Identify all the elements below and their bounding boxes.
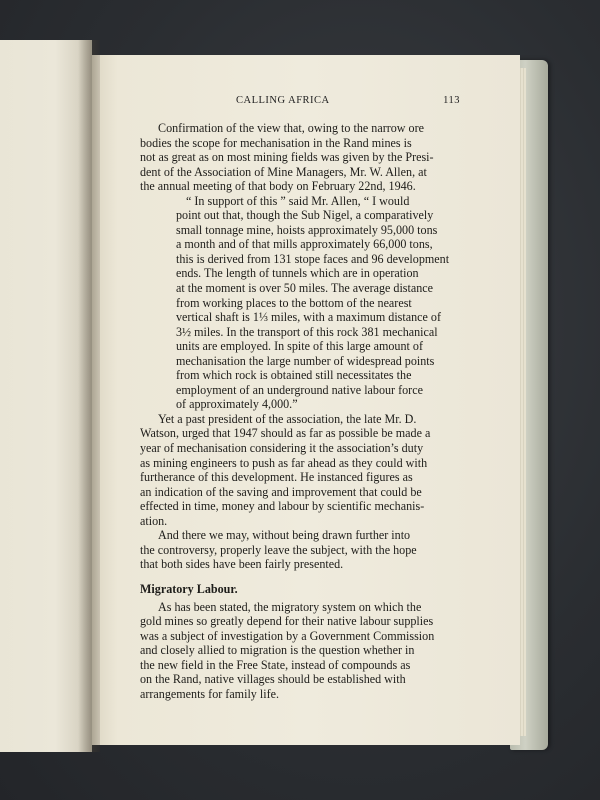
text-line: 3½ miles. In the transport of this rock 381 mechanical — [176, 324, 438, 339]
text-line: Watson, urged that 1947 should as far as possible be made a — [140, 426, 431, 441]
text-line: not as great as on most mining fields was given by the Presi- — [140, 150, 434, 165]
page-header — [140, 95, 460, 111]
running-head: CALLING AFRICA — [236, 95, 330, 106]
paragraph-conclusion — [140, 528, 458, 572]
text-line: As has been stated, the migratory system on which the — [158, 599, 422, 614]
text-line: as mining engineers to push as far ahead as they could with — [140, 455, 428, 470]
text-line: And there we may, without being drawn further into — [158, 528, 411, 543]
text-line: from which rock is obtained still necessitates the — [176, 368, 412, 383]
text-line: units are employed. In spite of this large amount of — [176, 339, 423, 354]
text-line: the annual meeting of that body on February 22nd, 1946. — [140, 179, 416, 194]
text-line: “ In support of this ” said Mr. Allen, “ I would — [186, 193, 410, 208]
text-line: small tonnage mine, hoists approximately 95,000 tons — [176, 222, 438, 237]
page-number: 113 — [443, 95, 460, 106]
text-line: vertical shaft is 1⅓ miles, with a maximum distance of — [176, 310, 441, 325]
text-line: point out that, though the Sub Nigel, a comparatively — [176, 208, 434, 223]
section-heading: Migratory Labour. — [140, 581, 238, 596]
text-line: an indication of the saving and improvement that could be — [140, 484, 422, 499]
text-line: gold mines so greatly depend for their native labour supplies — [140, 614, 434, 629]
text-line: Confirmation of the view that, owing to the narrow ore — [158, 121, 424, 135]
text-line: was a subject of investigation by a Government Commission — [140, 628, 435, 643]
text-line: Yet a past president of the association, the late Mr. D. — [158, 411, 417, 426]
text-line: employment of an underground native labour force — [176, 382, 423, 397]
text-line: a month and of that mills approximately 66,000 tons, — [176, 237, 433, 252]
text-line: at the moment is over 50 miles. The average distance — [176, 281, 434, 296]
paragraph-migratory — [140, 600, 458, 702]
text-line: on the Rand, native villages should be established with — [140, 672, 406, 687]
text-line: effected in time, money and labour by scientific mechanis- — [140, 499, 425, 514]
text-line: the new field in the Free State, instead of compounds as — [140, 657, 411, 672]
paragraph-confirmation — [140, 121, 458, 194]
text-line: ation. — [140, 513, 168, 528]
text-line: year of mechanisation considering it the association’s duty — [140, 441, 424, 456]
text-line: ends. The length of tunnels which are in operation — [176, 266, 419, 281]
text-line: bodies the scope for mechanisation in the Rand mines is — [140, 135, 412, 150]
text-line: furtherance of this development. He instanced figures as — [140, 470, 413, 485]
text-line: this is derived from 131 stope faces and 96 development — [176, 251, 450, 266]
text-line: arrangements for family life. — [140, 686, 280, 701]
page-body — [140, 121, 458, 701]
text-line: mechanisation the large number of widespread points — [176, 353, 435, 368]
text-line: from working places to the bottom of the nearest — [176, 295, 412, 310]
text-line: the controversy, properly leave the subject, with the hope — [140, 542, 417, 557]
text-line: of approximately 4,000.” — [176, 397, 298, 412]
book-gutter — [78, 40, 100, 752]
paragraph-watson — [140, 412, 458, 528]
text-line: dent of the Association of Mine Managers, Mr. W. Allen, at — [140, 164, 427, 179]
paragraph-quote — [140, 194, 458, 412]
text-line: that both sides have been fairly presented. — [140, 557, 344, 572]
text-line: and closely allied to migration is the question whether in — [140, 643, 415, 658]
